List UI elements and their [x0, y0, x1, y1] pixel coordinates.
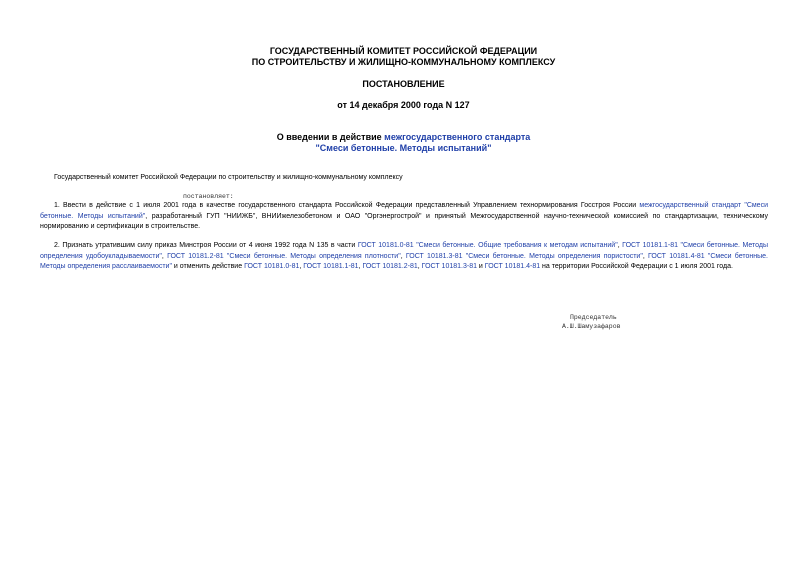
separator: , [617, 242, 623, 249]
subject-line2 [0, 143, 807, 154]
signature-name: А.Ш.Шамузафаров [562, 323, 621, 330]
intro-paragraph: Государственный комитет Российской Федерации по строительству и жилищно-коммунальному комплексу [54, 174, 403, 181]
gost-10181-2-link[interactable]: ГОСТ 10181.2-81 "Смеси бетонные. Методы определения плотности" [167, 252, 401, 260]
signature-block [562, 313, 621, 331]
gost-10181-3-link[interactable]: ГОСТ 10181.3-81 "Смеси бетонные. Методы определения пористости" [405, 252, 643, 260]
signature-role: Председатель [570, 314, 617, 321]
p1-text-a: 1. Ввести в действие с 1 июля 2001 года в качестве государственного стандарта Российской Федерации представленный Управлением технормирования Госстроя России [54, 202, 640, 209]
gost-10181-4-short-link[interactable]: ГОСТ 10181.4-81 [484, 263, 541, 270]
subject-link-standard[interactable]: межгосударственного стандарта [384, 132, 531, 142]
gost-10181-2-short-link[interactable]: ГОСТ 10181.2-81 [362, 263, 418, 270]
gost-10181-1-short-link[interactable]: ГОСТ 10181.1-81 [303, 263, 359, 270]
gost-10181-0-link[interactable]: ГОСТ 10181.0-81 "Смеси бетонные. Общие требования к методам испытаний" [357, 242, 618, 249]
committee-title-line2: ПО СТРОИТЕЛЬСТВУ И ЖИЛИЩНО-КОММУНАЛЬНОМУ КОМПЛЕКСУ [251, 57, 556, 67]
p2-text-a: 2. Признать утратившим силу приказ Минстроя России от 4 июня 1992 года N 135 в части [54, 242, 358, 249]
p2-text-end: на территории Российской Федерации с 1 июля 2001 года. [540, 263, 733, 270]
separator: , [400, 252, 406, 260]
separator: , [642, 252, 649, 260]
gost-10181-0-short-link[interactable]: ГОСТ 10181.0-81 [244, 263, 300, 270]
separator: , [161, 252, 168, 260]
subject-prefix: О введении в действие [276, 132, 385, 142]
separator: , [358, 263, 363, 270]
subject-link-title[interactable]: "Смеси бетонные. Методы испытаний" [315, 143, 492, 153]
gost-10181-1-link[interactable]: ГОСТ 10181.1-81 "Смеси бетонные. Методы определения удобоукладываемости" [40, 242, 769, 260]
gost-10181-3-short-link[interactable]: ГОСТ 10181.3-81 [421, 263, 477, 270]
committee-title-line1: ГОСУДАРСТВЕННЫЙ КОМИТЕТ РОССИЙСКОЙ ФЕДЕРАЦИИ [269, 46, 538, 56]
separator: , [299, 263, 304, 270]
p2-text-b: и отменить действие [171, 263, 245, 270]
separator: и [476, 263, 485, 270]
paragraph-2 [40, 241, 768, 273]
p1-standard-link[interactable]: межгосударственный стандарт "Смеси бетонные. Методы испытаний" [40, 202, 768, 220]
paragraph-1 [40, 201, 768, 233]
separator: , [417, 263, 422, 270]
p1-text-b: , разработанный ГУП "НИИЖБ", ВНИИжелезобетоном и ОАО "Оргэнергострой" и принятый Межгосударственной научно-технической комиссией по стандартизации, техническому нормированию и сертификации в строительстве. [40, 212, 769, 230]
document-type: ПОСТАНОВЛЕНИЕ [362, 79, 445, 89]
gost-10181-4-link[interactable]: ГОСТ 10181.4-81 "Смеси бетонные. Методы определения расслаиваемости" [40, 252, 768, 270]
document-date-number: от 14 декабря 2000 года N 127 [337, 100, 470, 110]
resolves-label: постановляет: [183, 193, 234, 200]
subject-line1 [0, 132, 807, 143]
